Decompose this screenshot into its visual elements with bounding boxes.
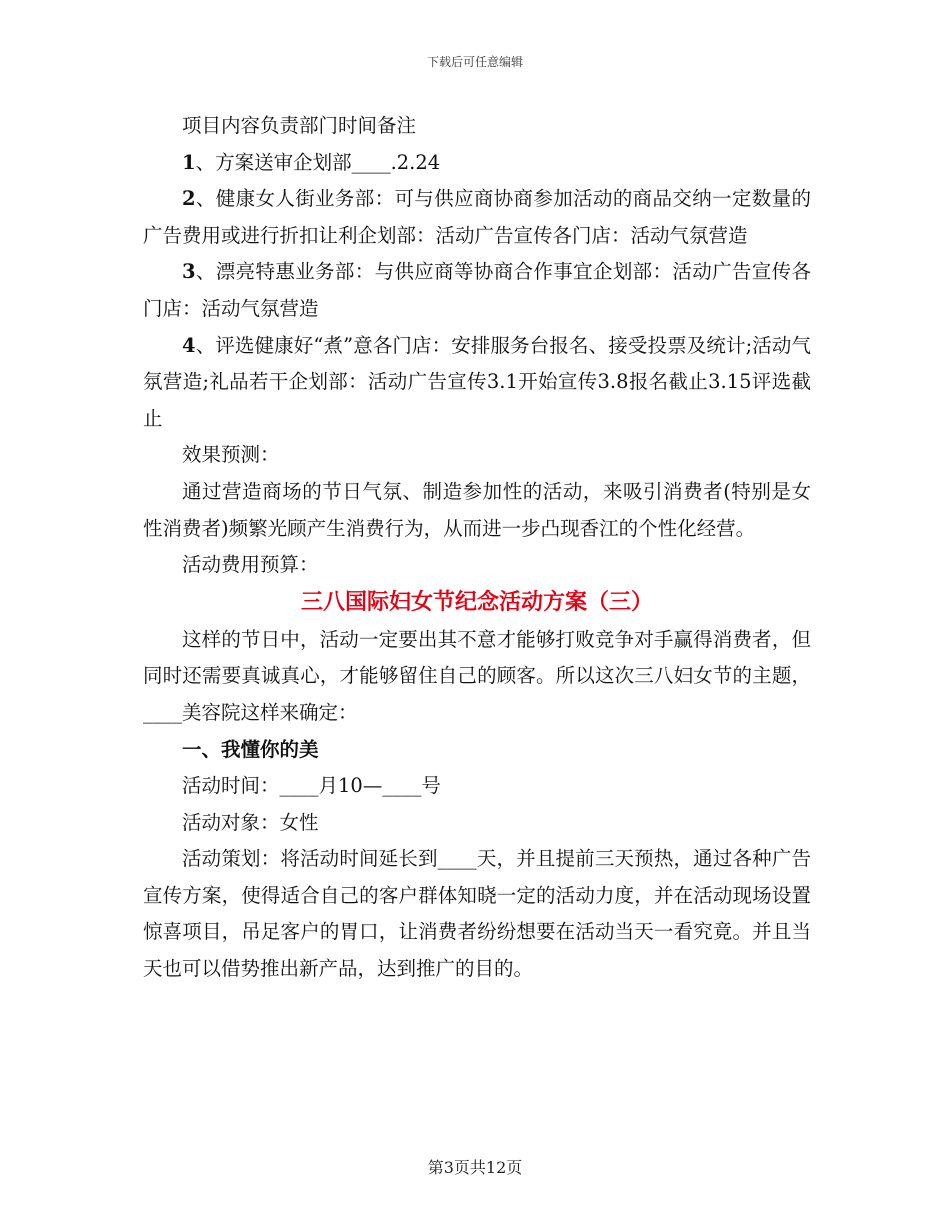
document-body (143, 108, 811, 988)
budget-label: 活动费用预算： (182, 553, 319, 577)
list-item-text: 、方案送审企划部____.2.24 (195, 150, 441, 174)
activity-time: 活动时间：____月10—____号 (182, 774, 441, 798)
list-number: 4 (182, 333, 196, 357)
section-title: 三八国际妇女节纪念活动方案（三） (300, 589, 653, 615)
intro-paragraph: 这样的节日中，活动一定要出其不意才能够打败竞争对手赢得消费者，但同时还需要真诚真心，才能够留住自己的顾客。所以这次三八妇女节的主题，____美容院这样来确定： (143, 627, 811, 724)
activity-plan: 活动策划：将活动时间延长到____天，并且提前三天预热，通过各种广告宣传方案，使得适合自己的客户群体知晓一定的活动力度，并在活动现场设置惊喜项目，吊足客户的胃口，让消费者纷纷想要在活动当天一看究竟。并且当天也可以借势推出新产品，达到推广的目的。 (143, 847, 811, 981)
effect-paragraph: 通过营造商场的节日气氛、制造参加性的活动，来吸引消费者(特别是女性消费者)频繁光顾产生消费行为，从而进一步凸现香江的个性化经营。 (143, 479, 811, 540)
subsection-heading: 一、我懂你的美 (182, 737, 319, 761)
list-item-3 (143, 254, 811, 327)
list-item-1 (143, 145, 811, 182)
list-number: 1 (182, 150, 196, 174)
list-item-4 (143, 328, 811, 438)
list-number: 3 (182, 260, 196, 284)
activity-target: 活动对象：女性 (182, 810, 319, 834)
page-header: 下载后可任意编辑 (426, 55, 523, 69)
list-item-text: 、健康女人街业务部：可与供应商协商参加活动的商品交纳一定数量的广告费用或进行折扣让利企划部：活动广告宣传各门店：活动气氛营造 (143, 187, 811, 247)
page-number: 第3页共12页 (427, 1158, 523, 1177)
list-item-text: 、漂亮特惠业务部：与供应商等协商合作事宜企划部：活动广告宣传各门店：活动气氛营造 (143, 260, 811, 320)
list-item-text: 、评选健康好“煮”意各门店：安排服务台报名、接受投票及统计;活动气氛营造;礼品若干企划部：活动广告宣传3.1开始宣传3.8报名截止3.15评选截止 (143, 333, 811, 430)
list-number: 2 (182, 187, 196, 211)
table-header-line: 项目内容负责部门时间备注 (182, 114, 417, 137)
effect-label: 效果预测： (182, 443, 280, 467)
list-item-2 (143, 181, 811, 254)
